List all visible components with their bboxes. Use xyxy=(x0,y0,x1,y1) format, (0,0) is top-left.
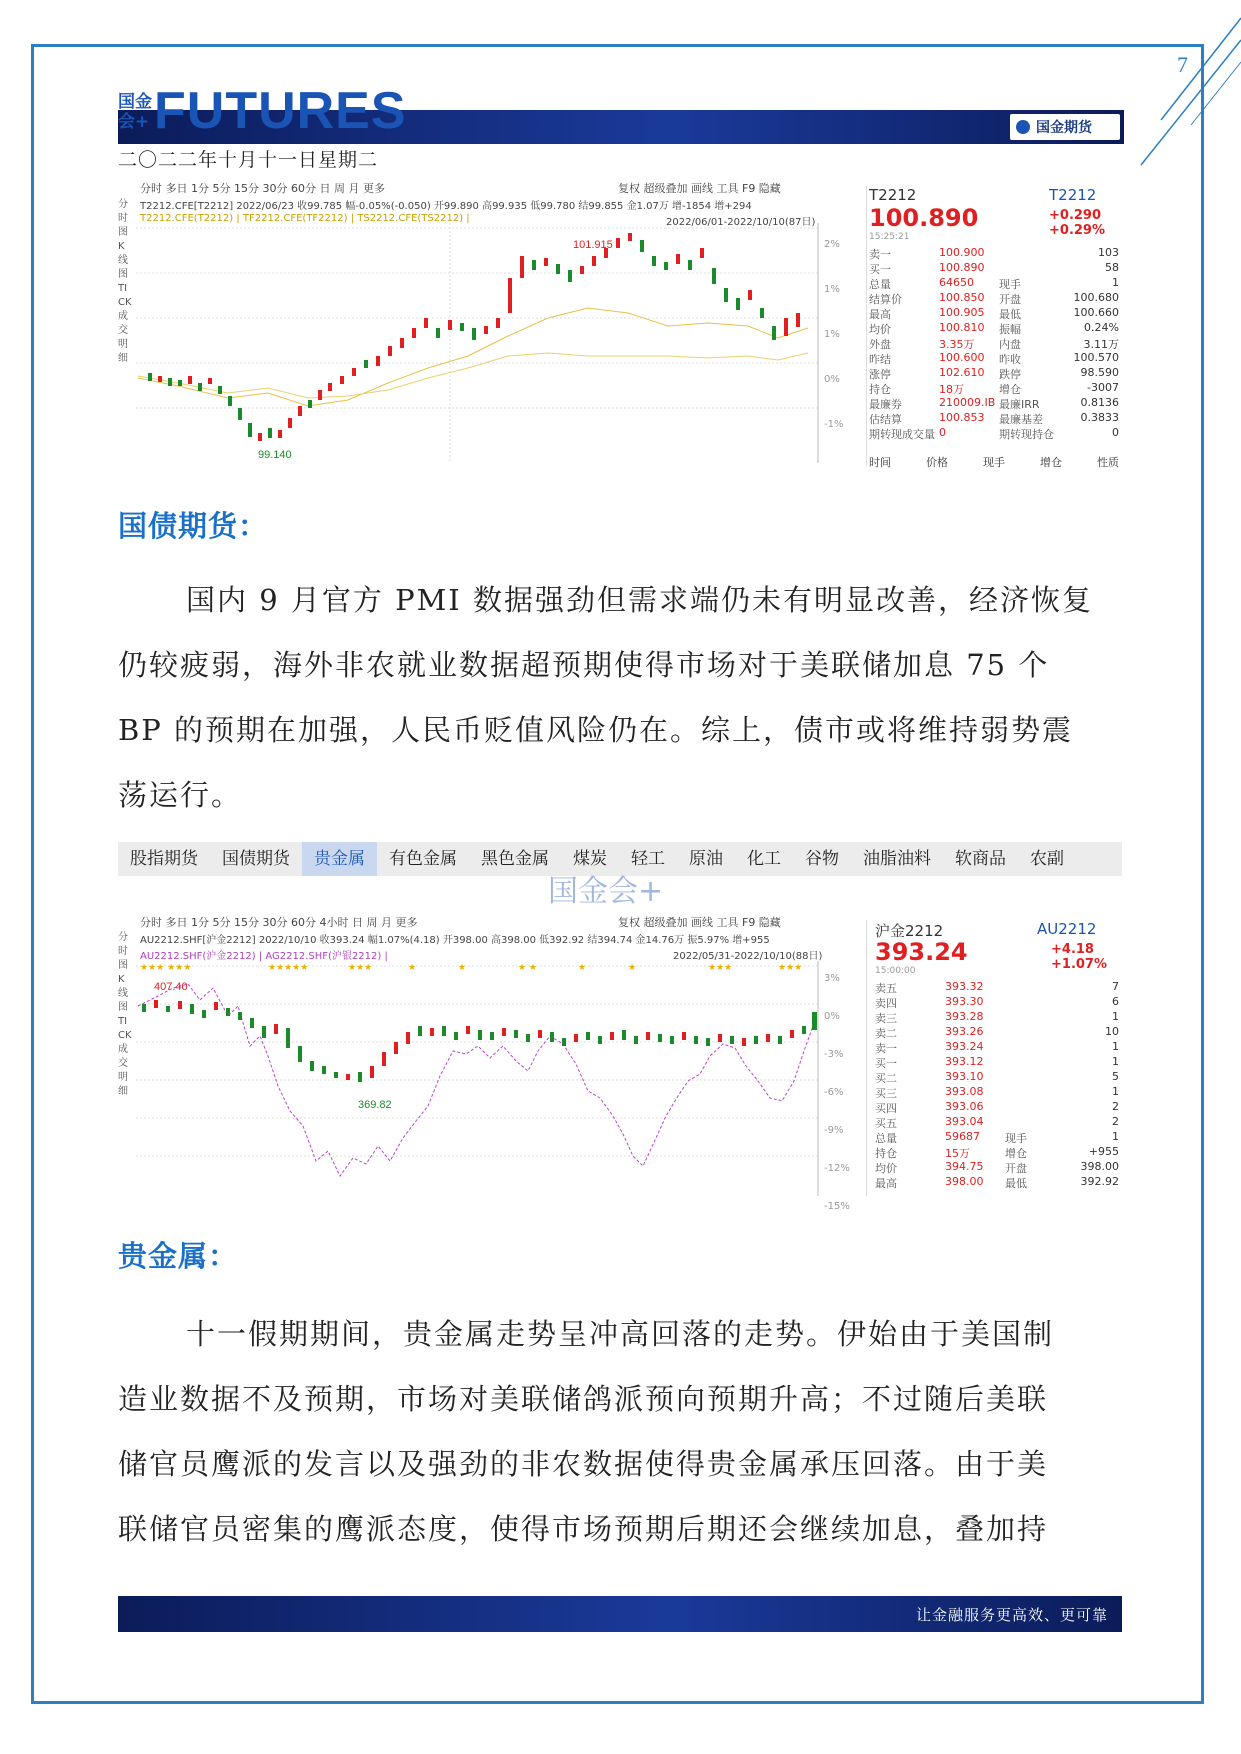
chart-info-line: T2212.CFE[T2212] 2022/06/23 收99.785 幅-0.05%(-0.050) 开99.890 高99.935 低99.780 结99.855 金1.07万 增-1854 增+294 xyxy=(140,201,752,212)
quote-label: 买四 xyxy=(875,1102,897,1115)
chart-side-tabs[interactable]: 分时图 K线图 TICK 成交明细 xyxy=(118,199,132,364)
tab-item[interactable]: 软商品 xyxy=(955,849,1006,869)
quote-row xyxy=(869,351,1119,366)
paragraph-line: BP 的预期在加强，人民币贬值风险仍在。综上，债市或将维持弱势震 xyxy=(118,713,1074,747)
axis-tick: -15% xyxy=(824,1201,850,1212)
axis-tick: -6% xyxy=(824,1087,844,1098)
axis-tick: -12% xyxy=(824,1163,850,1174)
svg-text:★ ★: ★ ★ xyxy=(518,963,537,973)
quote-value: 393.30 xyxy=(945,995,984,1008)
paragraph-line: 十一假期期间，贵金属走势呈冲高回落的走势。伊始由于美国制 xyxy=(186,1317,1055,1351)
quote-row xyxy=(869,336,1119,351)
quote-value2: 1 xyxy=(1112,1085,1119,1098)
col-time: 时间 xyxy=(869,456,891,469)
chart-side-tabs[interactable]: 分时图 K线图 TICK 成交明细 xyxy=(118,932,132,1097)
chart-legend-line: T2212.CFE(T2212) | TF2212.CFE(TF2212) | TS2212.CFE(TS2212) | xyxy=(140,213,470,224)
quote-label: 总量 xyxy=(875,1132,897,1145)
low-label: 369.82 xyxy=(358,1099,392,1111)
quote-label: 最高 xyxy=(875,1177,897,1190)
quote-label: 昨结 xyxy=(869,353,891,366)
quote-label: 买五 xyxy=(875,1117,897,1130)
quote-label2: 最低 xyxy=(999,308,1021,321)
quote-label2: 开盘 xyxy=(999,293,1021,306)
chart-info-line: AU2212.SHF[沪金2212] 2022/10/10 收393.24 幅1.07%(4.18) 开398.00 高398.00 低392.92 结394.74 金14.76万 振5.97% 增+955 xyxy=(140,935,770,946)
quote-label: 涨停 xyxy=(869,368,891,381)
section-title-bond-futures: 国债期货： xyxy=(118,509,269,543)
tab-item[interactable]: 原油 xyxy=(689,849,723,869)
high-label: 407.40 xyxy=(154,981,188,993)
quote-value2: 398.00 xyxy=(1080,1160,1119,1173)
low-label: 99.140 xyxy=(258,449,292,461)
quote-value: 100.890 xyxy=(939,261,985,274)
quote-row xyxy=(875,1115,1119,1130)
quote-pct: +1.07% xyxy=(1051,957,1107,972)
quote-code-link[interactable]: T2212 xyxy=(1049,186,1097,204)
quote-row xyxy=(869,306,1119,321)
quote-label2: 最廉IRR xyxy=(999,398,1040,411)
section-body-precious-metals xyxy=(118,1302,1122,1562)
tab-item[interactable]: 化工 xyxy=(747,849,781,869)
quote-label2: 跌停 xyxy=(999,368,1021,381)
paragraph-line: 联储官员密集的鹰派态度，使得市场预期后期还会继续加息，叠加持 xyxy=(118,1512,1049,1546)
tab-item[interactable]: 煤炭 xyxy=(573,849,607,869)
paragraph-line: 储官员鹰派的发言以及强劲的非农数据使得贵金属承压回落。由于美 xyxy=(118,1447,1049,1481)
quote-label: 结算价 xyxy=(869,293,902,306)
quote-name: 沪金2212 xyxy=(875,922,944,940)
quote-value2: 100.660 xyxy=(1073,306,1119,319)
section-title-precious-metals: 贵金属： xyxy=(118,1239,239,1273)
chart-toolbar-right[interactable]: 复权 超级叠加 画线 工具 F9 隐藏 xyxy=(618,182,781,195)
quote-value: 100.900 xyxy=(939,246,985,259)
quote-row xyxy=(869,381,1119,396)
chart-legend-line: AU2212.SHF(沪金2212) | AG2212.SHF(沪银2212) | xyxy=(140,951,388,962)
quote-value: 393.24 xyxy=(945,1040,984,1053)
quote-value: 100.905 xyxy=(939,306,985,319)
quote-label2: 昨收 xyxy=(999,353,1021,366)
quote-label: 卖五 xyxy=(875,982,897,995)
quote-label: 最廉券 xyxy=(869,398,902,411)
axis-tick: 0% xyxy=(824,1011,840,1022)
quote-row xyxy=(875,1085,1119,1100)
quote-row xyxy=(875,980,1119,995)
quote-label: 买二 xyxy=(875,1072,897,1085)
page-number: 7 xyxy=(1177,52,1188,77)
tab-item[interactable]: 油脂油料 xyxy=(863,849,931,869)
tab-item[interactable]: 国债期货 xyxy=(222,849,290,869)
chart-screenshot-au2212 xyxy=(118,874,858,1212)
quote-value2: 1 xyxy=(1112,1055,1119,1068)
quote-value2: 1 xyxy=(1112,1010,1119,1023)
svg-text:★★★: ★★★ xyxy=(708,963,733,973)
quote-value: 393.08 xyxy=(945,1085,984,1098)
quote-label: 买一 xyxy=(875,1057,897,1070)
quote-label: 卖二 xyxy=(875,1027,897,1040)
quote-pct: +0.29% xyxy=(1049,223,1105,238)
quote-value2: +955 xyxy=(1088,1145,1119,1158)
tab-item[interactable]: 贵金属 xyxy=(302,842,377,876)
quote-value2: 0.3833 xyxy=(1080,411,1119,424)
quote-value: 59687 xyxy=(945,1130,980,1143)
quote-time: 15:00:00 xyxy=(875,966,916,976)
tab-item[interactable]: 有色金属 xyxy=(389,849,457,869)
quote-row xyxy=(875,1100,1119,1115)
event-markers xyxy=(140,963,802,973)
tab-item[interactable]: 轻工 xyxy=(631,849,665,869)
quote-row xyxy=(869,246,1119,261)
chart-toolbar[interactable]: 分时 多日 1分 5分 15分 30分 60分 4小时 日 周 月 更多 xyxy=(140,916,418,929)
chart-toolbar[interactable]: 分时 多日 1分 5分 15分 30分 60分 日 周 月 更多 xyxy=(140,182,385,195)
quote-value: 210009.IB xyxy=(939,396,996,409)
quote-label: 估结算 xyxy=(869,413,902,426)
axis-tick: 1% xyxy=(824,329,840,340)
chart-range: 2022/05/31-2022/10/10(88日) xyxy=(673,951,823,962)
quote-label: 卖三 xyxy=(875,1012,897,1025)
quote-row xyxy=(869,411,1119,426)
quote-label2: 内盘 xyxy=(999,338,1021,351)
quote-row xyxy=(875,1040,1119,1055)
quote-row xyxy=(869,291,1119,306)
price-axis xyxy=(824,222,858,447)
quote-label: 均价 xyxy=(875,1162,897,1175)
brand-logo-icon xyxy=(1016,120,1030,134)
quote-value: 3.35万 xyxy=(939,338,975,351)
quote-value: 393.04 xyxy=(945,1115,984,1128)
quote-value: 393.32 xyxy=(945,980,984,993)
axis-tick: -3% xyxy=(824,1049,844,1060)
quote-value2: 6 xyxy=(1112,995,1119,1008)
quote-value2: 1 xyxy=(1112,1130,1119,1143)
quote-value: 100.853 xyxy=(939,411,985,424)
quote-change: +0.290 xyxy=(1049,208,1102,223)
quote-price: 393.24 xyxy=(875,938,968,966)
logo-en: FUTURES xyxy=(154,82,407,140)
quote-value: 18万 xyxy=(939,383,964,396)
quote-value: 102.610 xyxy=(939,366,985,379)
col-volume: 现手 xyxy=(983,456,1005,469)
quote-label2: 增仓 xyxy=(999,383,1021,396)
brand-badge xyxy=(1010,114,1120,140)
quote-row xyxy=(875,995,1119,1010)
quote-value2: 103 xyxy=(1098,246,1119,259)
axis-tick: 1% xyxy=(824,284,840,295)
quote-label: 买三 xyxy=(875,1087,897,1100)
quote-label: 持仓 xyxy=(869,383,891,396)
section-body-bond-futures xyxy=(118,568,1122,828)
quote-value2: 0 xyxy=(1112,426,1119,439)
quote-label: 均价 xyxy=(869,323,891,336)
trade-list-header xyxy=(869,454,1119,470)
quote-time: 15:25:21 xyxy=(869,232,910,242)
axis-tick: -1% xyxy=(824,419,844,430)
svg-text:★: ★ xyxy=(408,963,417,973)
quote-value2: 1 xyxy=(1112,1040,1119,1053)
quote-row xyxy=(875,1175,1119,1190)
paragraph-line: 荡运行。 xyxy=(118,778,243,812)
quote-row xyxy=(869,261,1119,276)
col-oi: 增仓 xyxy=(1040,456,1062,469)
candles xyxy=(142,1000,817,1082)
col-price: 价格 xyxy=(926,456,948,469)
paragraph-line: 国内 9 月官方 PMI 数据强劲但需求端仍未有明显改善，经济恢复 xyxy=(186,583,1093,617)
quote-label2: 振幅 xyxy=(999,323,1021,336)
quote-panel-t2212 xyxy=(866,186,1123,469)
quote-row xyxy=(875,1160,1119,1175)
quote-value: 64650 xyxy=(939,276,974,289)
quote-value2: 100.570 xyxy=(1073,351,1119,364)
tab-item[interactable]: 股指期货 xyxy=(130,849,198,869)
quote-row xyxy=(875,1070,1119,1085)
quote-change: +4.18 xyxy=(1051,942,1094,957)
quote-label2: 增仓 xyxy=(1005,1147,1027,1160)
tab-item[interactable]: 农副 xyxy=(1030,849,1064,869)
quote-label2: 最低 xyxy=(1005,1177,1027,1190)
paragraph-line: 造业数据不及预期，市场对美联储鸽派预向预期升高；不过随后美联 xyxy=(118,1382,1049,1416)
svg-text:★: ★ xyxy=(578,963,587,973)
axis-tick: 2% xyxy=(824,239,840,250)
quote-label: 总量 xyxy=(869,278,891,291)
quote-label: 买一 xyxy=(869,263,891,276)
quote-row xyxy=(869,321,1119,336)
quote-value2: -3007 xyxy=(1087,381,1119,394)
logo-cn: 国金会+ xyxy=(118,92,152,132)
quote-label2: 现手 xyxy=(1005,1132,1027,1145)
quote-code: T2212 xyxy=(869,186,917,204)
quote-value: 15万 xyxy=(945,1147,970,1160)
quote-value2: 58 xyxy=(1105,261,1119,274)
quote-value2: 10 xyxy=(1105,1025,1119,1038)
brand-name: 国金期货 xyxy=(1036,120,1092,136)
quote-price: 100.890 xyxy=(869,204,979,232)
axis-tick: 0% xyxy=(824,374,840,385)
quote-label: 期转现成交量 xyxy=(869,428,935,441)
quote-value: 100.600 xyxy=(939,351,985,364)
corner-decoration xyxy=(1131,0,1241,170)
svg-text:★: ★ xyxy=(628,963,637,973)
price-axis xyxy=(824,960,858,1226)
high-label: 101.915 xyxy=(573,239,613,251)
col-type: 性质 xyxy=(1097,456,1119,469)
quote-row xyxy=(875,1010,1119,1025)
svg-text:★★★: ★★★ xyxy=(348,963,373,973)
paragraph-line: 仍较疲弱，海外非农就业数据超预期使得市场对于美联储加息 75 个 xyxy=(118,648,1050,682)
quote-value2: 2 xyxy=(1112,1100,1119,1113)
quote-value: 100.810 xyxy=(939,321,985,334)
quote-value: 394.75 xyxy=(945,1160,984,1173)
quote-value2: 0.24% xyxy=(1084,321,1119,334)
quote-value2: 3.11万 xyxy=(1083,338,1119,351)
kline-chart-au2212 xyxy=(118,876,858,1196)
quote-value2: 98.590 xyxy=(1080,366,1119,379)
svg-text:★: ★ xyxy=(458,963,467,973)
quote-value: 393.06 xyxy=(945,1100,984,1113)
footer-banner xyxy=(118,1596,1122,1632)
quote-value2: 5 xyxy=(1112,1070,1119,1083)
quote-label2: 最廉基差 xyxy=(999,413,1043,426)
quote-label: 卖一 xyxy=(869,248,891,261)
watermark: 国金会+ xyxy=(548,874,664,909)
quote-row xyxy=(869,366,1119,381)
quote-value: 393.10 xyxy=(945,1070,984,1083)
quote-value: 393.26 xyxy=(945,1025,984,1038)
quote-value: 0 xyxy=(939,426,946,439)
report-date: 二〇二二年十月十一日星期二 xyxy=(118,149,379,171)
svg-text:★★★★★: ★★★★★ xyxy=(268,963,309,973)
quote-panel-au2212 xyxy=(866,920,1123,1196)
chart-toolbar-right[interactable]: 复权 超级叠加 画线 工具 F9 隐藏 xyxy=(618,916,781,929)
quote-label: 卖四 xyxy=(875,997,897,1010)
quote-label2: 开盘 xyxy=(1005,1162,1027,1175)
axis-tick: 3% xyxy=(824,973,840,984)
quote-value2: 392.92 xyxy=(1080,1175,1119,1188)
quote-code-link[interactable]: AU2212 xyxy=(1037,920,1097,938)
quote-label2: 期转现持仓 xyxy=(999,428,1054,441)
quote-label2: 现手 xyxy=(999,278,1021,291)
quote-row xyxy=(875,1025,1119,1040)
quote-label: 最高 xyxy=(869,308,891,321)
quote-value2: 100.680 xyxy=(1073,291,1119,304)
quote-label: 外盘 xyxy=(869,338,891,351)
quote-row xyxy=(869,276,1119,291)
quote-value: 393.28 xyxy=(945,1010,984,1023)
quote-label: 持仓 xyxy=(875,1147,897,1160)
svg-text:★★★ ★★★: ★★★ ★★★ xyxy=(140,963,192,973)
chart-screenshot-t2212 xyxy=(118,178,858,463)
quote-label: 卖一 xyxy=(875,1042,897,1055)
quote-row xyxy=(869,396,1119,411)
chart-range: 2022/06/01-2022/10/10(87日) xyxy=(666,217,816,228)
footer-slogan: 让金融服务更高效、更可靠 xyxy=(915,1606,1108,1624)
quote-row xyxy=(869,426,1119,441)
quote-value2: 2 xyxy=(1112,1115,1119,1128)
quote-value: 100.850 xyxy=(939,291,985,304)
quote-row xyxy=(875,1130,1119,1145)
quote-value2: 0.8136 xyxy=(1080,396,1119,409)
svg-text:★★★: ★★★ xyxy=(778,963,803,973)
quote-value2: 1 xyxy=(1112,276,1119,289)
quote-value: 393.12 xyxy=(945,1055,984,1068)
quote-row xyxy=(875,1055,1119,1070)
tab-item[interactable]: 黑色金属 xyxy=(481,849,549,869)
kline-chart-t2212 xyxy=(118,178,858,463)
axis-tick: -9% xyxy=(824,1125,844,1136)
quote-value: 398.00 xyxy=(945,1175,984,1188)
tab-item[interactable]: 谷物 xyxy=(805,849,839,869)
quote-value2: 7 xyxy=(1112,980,1119,993)
candles xyxy=(148,233,800,441)
quote-row xyxy=(875,1145,1119,1160)
